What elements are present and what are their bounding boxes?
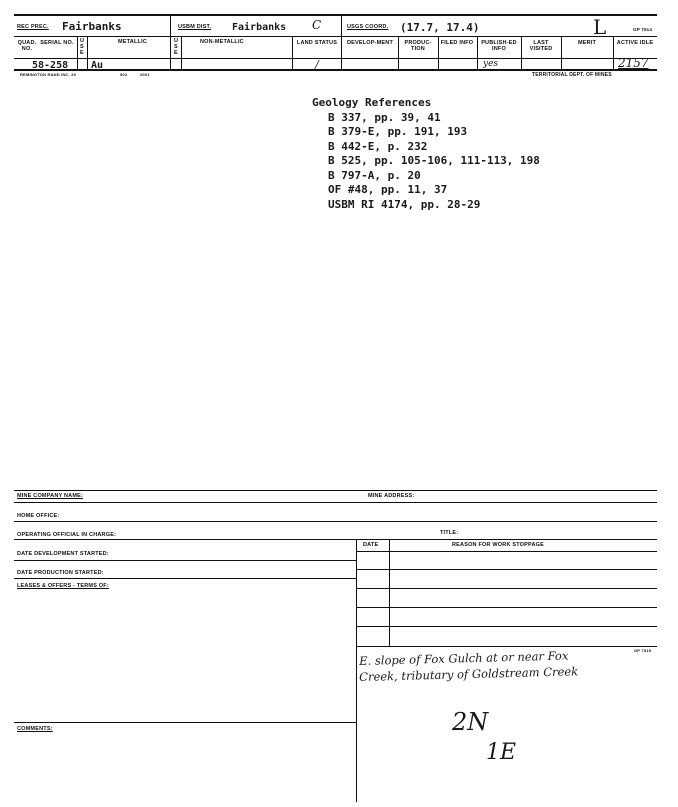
home-office-label: HOME OFFICE:: [17, 513, 60, 519]
table-rule: [356, 588, 657, 589]
col-non-metallic: NON-METALLIC: [200, 39, 244, 45]
date-column-header: DATE: [363, 542, 379, 548]
geology-title: Geology References: [312, 96, 432, 109]
geology-list: [312, 111, 540, 213]
geology-ref-line: USBM RI 4174, pp. 28-29: [328, 197, 481, 211]
territorial-dept: TERRITORIAL DEPT. OF MINES: [532, 72, 612, 78]
geology-ref-line: B 797-A, p. 20: [328, 168, 421, 182]
col-use-nonmetallic: U S E: [174, 38, 179, 56]
mine-company-name-label: MINE COMPANY NAME:: [17, 493, 84, 499]
printer-code-2: 2001: [140, 72, 150, 77]
divider: [87, 36, 88, 69]
col-use-metallic: U S E: [80, 38, 85, 56]
col-metallic: METALLIC: [118, 39, 147, 45]
divider: [341, 14, 342, 69]
geology-ref-line: B 379-E, pp. 191, 193: [328, 125, 468, 138]
form-rule: [14, 521, 657, 522]
col-development: DEVELOP-MENT: [346, 40, 394, 46]
handwritten-township: 2N: [452, 708, 489, 736]
usbm-dist-mark: C: [312, 18, 322, 32]
date-production-label: DATE PRODUCTION STARTED:: [17, 570, 104, 576]
geology-ref-line: B 337, pp. 39, 41: [328, 110, 441, 124]
usbm-dist-value: Fairbanks: [232, 22, 287, 33]
col-serial-no: SERIAL NO.: [40, 40, 74, 46]
form-rule: [14, 539, 657, 540]
form-code: GP 7514: [633, 27, 653, 32]
col-land-status: LAND STATUS: [296, 40, 338, 46]
reason-column-header: REASON FOR WORK STOPPAGE: [452, 542, 544, 548]
form-rule: [14, 560, 356, 561]
usbm-dist-label: USBM DIST.: [178, 24, 212, 30]
table-rule: [356, 607, 657, 608]
divider: [170, 14, 171, 69]
printer-code-1: 902: [120, 72, 128, 77]
table-rule: [356, 551, 657, 552]
col-quad-no: QUAD. NO.: [17, 40, 37, 52]
usgs-coord-label: USGS COORD.: [347, 24, 389, 30]
handwritten-location-line-1: E. slope of Fox Gulch at or near Fox: [359, 648, 569, 668]
table-rule: [356, 626, 657, 627]
header-top-rule: [14, 14, 657, 16]
table-rule: [356, 646, 657, 647]
handwritten-location-line-2: Creek, tributary of Goldstream Creek: [359, 664, 579, 684]
table-rule: [356, 569, 657, 570]
metallic-value: Au: [91, 60, 104, 71]
form-divider: [389, 539, 390, 646]
col-production: PRODUC-TION: [404, 40, 432, 52]
geology-ref-line: OF #48, pp. 11, 37: [328, 183, 448, 196]
mine-address-label: MINE ADDRESS:: [368, 493, 415, 499]
rec-prec-label: REC PREC.: [17, 24, 49, 30]
title-label: TITLE:: [440, 530, 459, 536]
col-last-visited: LAST VISITED: [529, 40, 553, 52]
active-idle-value: 2157: [618, 56, 649, 70]
rec-prec-value: Fairbanks: [62, 20, 122, 33]
form-top-rule: [14, 490, 657, 491]
quad-serial-value: 58-258: [32, 60, 69, 71]
divider: [181, 36, 182, 69]
geology-ref-line: B 525, pp. 105-106, 111-113, 198: [328, 154, 540, 167]
col-active-idle: ACTIVE IDLE: [616, 40, 654, 46]
col-merit: MERIT: [577, 40, 597, 46]
date-development-label: DATE DEVELOPMENT STARTED:: [17, 551, 109, 557]
form-rule: [14, 502, 657, 503]
handwritten-range: 1E: [486, 740, 517, 765]
form-rule: [14, 722, 356, 723]
form-rule: [14, 578, 356, 579]
published-value: yes: [483, 59, 499, 69]
usgs-coord-value: (17.7, 17.4): [400, 21, 480, 34]
top-right-mark: L: [593, 15, 607, 39]
header-bottom-rule: [14, 69, 657, 71]
col-published-info: PUBLISH-ED INFO: [481, 40, 517, 52]
comments-label: COMMENTS:: [17, 726, 53, 732]
leases-label: LEASES & OFFERS - TERMS OF:: [17, 583, 109, 589]
geology-ref-line: B 442-E, p. 232: [328, 139, 428, 153]
divider: [77, 36, 78, 69]
divider: [292, 36, 293, 69]
operating-official-label: OPERATING OFFICIAL IN CHARGE:: [17, 532, 117, 538]
land-status-value: /: [315, 58, 319, 71]
form-divider: [356, 539, 357, 802]
printer-imprint: REMINGTON RAND INC. 20: [20, 72, 77, 77]
col-filed-info: FILED INFO: [440, 40, 474, 46]
geology-references: [312, 96, 540, 212]
form-code-bottom: GP 7515: [634, 648, 652, 653]
